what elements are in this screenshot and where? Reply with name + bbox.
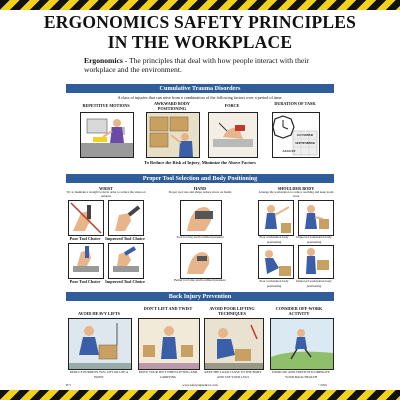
back-heading-poor-technique: AVOID POOR LIFTING TECHNIQUES	[209, 306, 255, 316]
wrist-poor-tool-image-1	[68, 200, 104, 236]
footer-code: B71	[66, 383, 72, 387]
banner-back-injury: Back Injury Prevention	[66, 292, 334, 301]
wrist-label-poor-1: Poor Tool Choice	[69, 236, 101, 241]
factor-label-repetitive: REPETITIVE MOTIONS	[82, 103, 130, 108]
shoulder-improved-image-2	[298, 245, 334, 279]
footer-website: www.safetysignsdirect.com	[182, 383, 218, 387]
shoulder-improved-image-1	[298, 200, 334, 236]
back-caption-heavy-lifts: REDUCE BURDENS YOU LIFT OR USE A HOIST	[69, 370, 129, 379]
shoulder-label-poor-1: Poor workstation body positioning	[259, 235, 289, 244]
hand-tool-too-big-image	[180, 200, 222, 236]
back-caption-off-work: EXERCISE AND STRETCH TO IMPROVE YOUR BACK HEALTH	[272, 370, 330, 379]
title-line-2: IN THE WORKPLACE	[107, 32, 293, 52]
back-heading-off-work: CONSIDER OFF-WORK ACTIVITY	[275, 306, 323, 316]
hazard-stripe-top	[0, 0, 400, 10]
banner-cumulative-trauma: Cumulative Trauma Disorders	[66, 84, 334, 93]
back-heading-lift-twist: DON'T LIFT AND TWIST	[143, 306, 193, 311]
back-heavy-lifts-image	[68, 318, 132, 370]
footer-copyright: ©2009	[318, 383, 327, 387]
hand-better-tool-image	[180, 243, 222, 279]
intro-text: - The principles that deal with how people interact with their workplace and the environment.	[84, 56, 309, 74]
hand-label-better: Better tool size and localized pressure	[174, 278, 226, 282]
shoulder-heading: SHOULDER BODY	[277, 186, 315, 191]
wrist-label-poor-2: Poor Tool Choice	[69, 279, 101, 284]
awkward-positioning-image	[146, 112, 200, 158]
shoulder-label-improved-2: Improved workstation body positioning	[296, 279, 332, 288]
wrist-poor-tool-image-2	[68, 243, 104, 279]
hazard-stripe-bottom	[0, 390, 400, 400]
hand-heading: HAND	[193, 186, 207, 191]
shoulder-subtext: Arrange the workstation to reduce reaching and keep loads close	[258, 190, 334, 198]
wrist-improved-tool-image-1	[108, 200, 144, 236]
back-lift-twist-image	[138, 318, 200, 370]
reduce-risk-text: To Reduce the Risk of Injury, Minimize the Above Factors	[144, 160, 256, 165]
calendar-month-september: SEPTEMBER	[295, 141, 315, 145]
poster-title	[0, 12, 400, 52]
back-heading-heavy-lifts: AVOID HEAVY LIFTS	[78, 311, 120, 316]
wrist-subtext: Try to maintain a straight wrist in order to reduce the stress on tendons	[66, 190, 146, 198]
intro-term: Ergonomics	[84, 56, 123, 65]
ctd-note: A class of injuries that can arise from a combination of the following factors over a period of time:	[117, 95, 283, 100]
back-caption-lift-twist: MOVE YOUR FEET WHEN LIFTING AND CARRYING	[138, 370, 198, 379]
shoulder-poor-image-2	[258, 245, 294, 279]
title-line-1: ERGONOMICS SAFETY PRINCIPLES	[43, 12, 357, 32]
back-off-work-image	[270, 318, 334, 370]
hand-label-too-big: Tool too big and localized pressure	[176, 235, 224, 239]
factor-label-duration: DURATION OF TASK	[274, 101, 316, 106]
shoulder-label-poor-2: Poor workstation body positioning	[259, 279, 289, 288]
hand-subtext: Proper tool size and shape reduce stress on hands	[168, 190, 232, 194]
shoulder-label-improved-1: Improved workstation body positioning	[296, 235, 332, 244]
wrist-label-improved-1: Improved Tool Choice	[105, 236, 145, 241]
shoulder-poor-image-1	[258, 200, 294, 236]
factor-label-awkward: AWKWARD BODY POSITIONING	[154, 101, 190, 111]
wrist-heading: WRIST	[99, 186, 113, 191]
repetitive-motions-image	[80, 112, 134, 158]
wrist-improved-tool-image-2	[108, 243, 144, 279]
back-caption-poor-technique: KEEP THE LOAD CLOSE TO THE BODY AND USE YOUR LEGS	[204, 370, 262, 379]
force-image	[208, 112, 258, 158]
factor-label-force: FORCE	[224, 103, 240, 108]
back-poor-technique-image	[204, 318, 264, 370]
wrist-label-improved-2: Improved Tool Choice	[105, 279, 145, 284]
calendar-month-august: AUGUST	[282, 149, 296, 153]
banner-tool-selection: Proper Tool Selection and Body Positioning	[66, 174, 334, 183]
calendar-month-october: OCTOBER	[297, 133, 313, 137]
intro-definition	[84, 56, 314, 74]
